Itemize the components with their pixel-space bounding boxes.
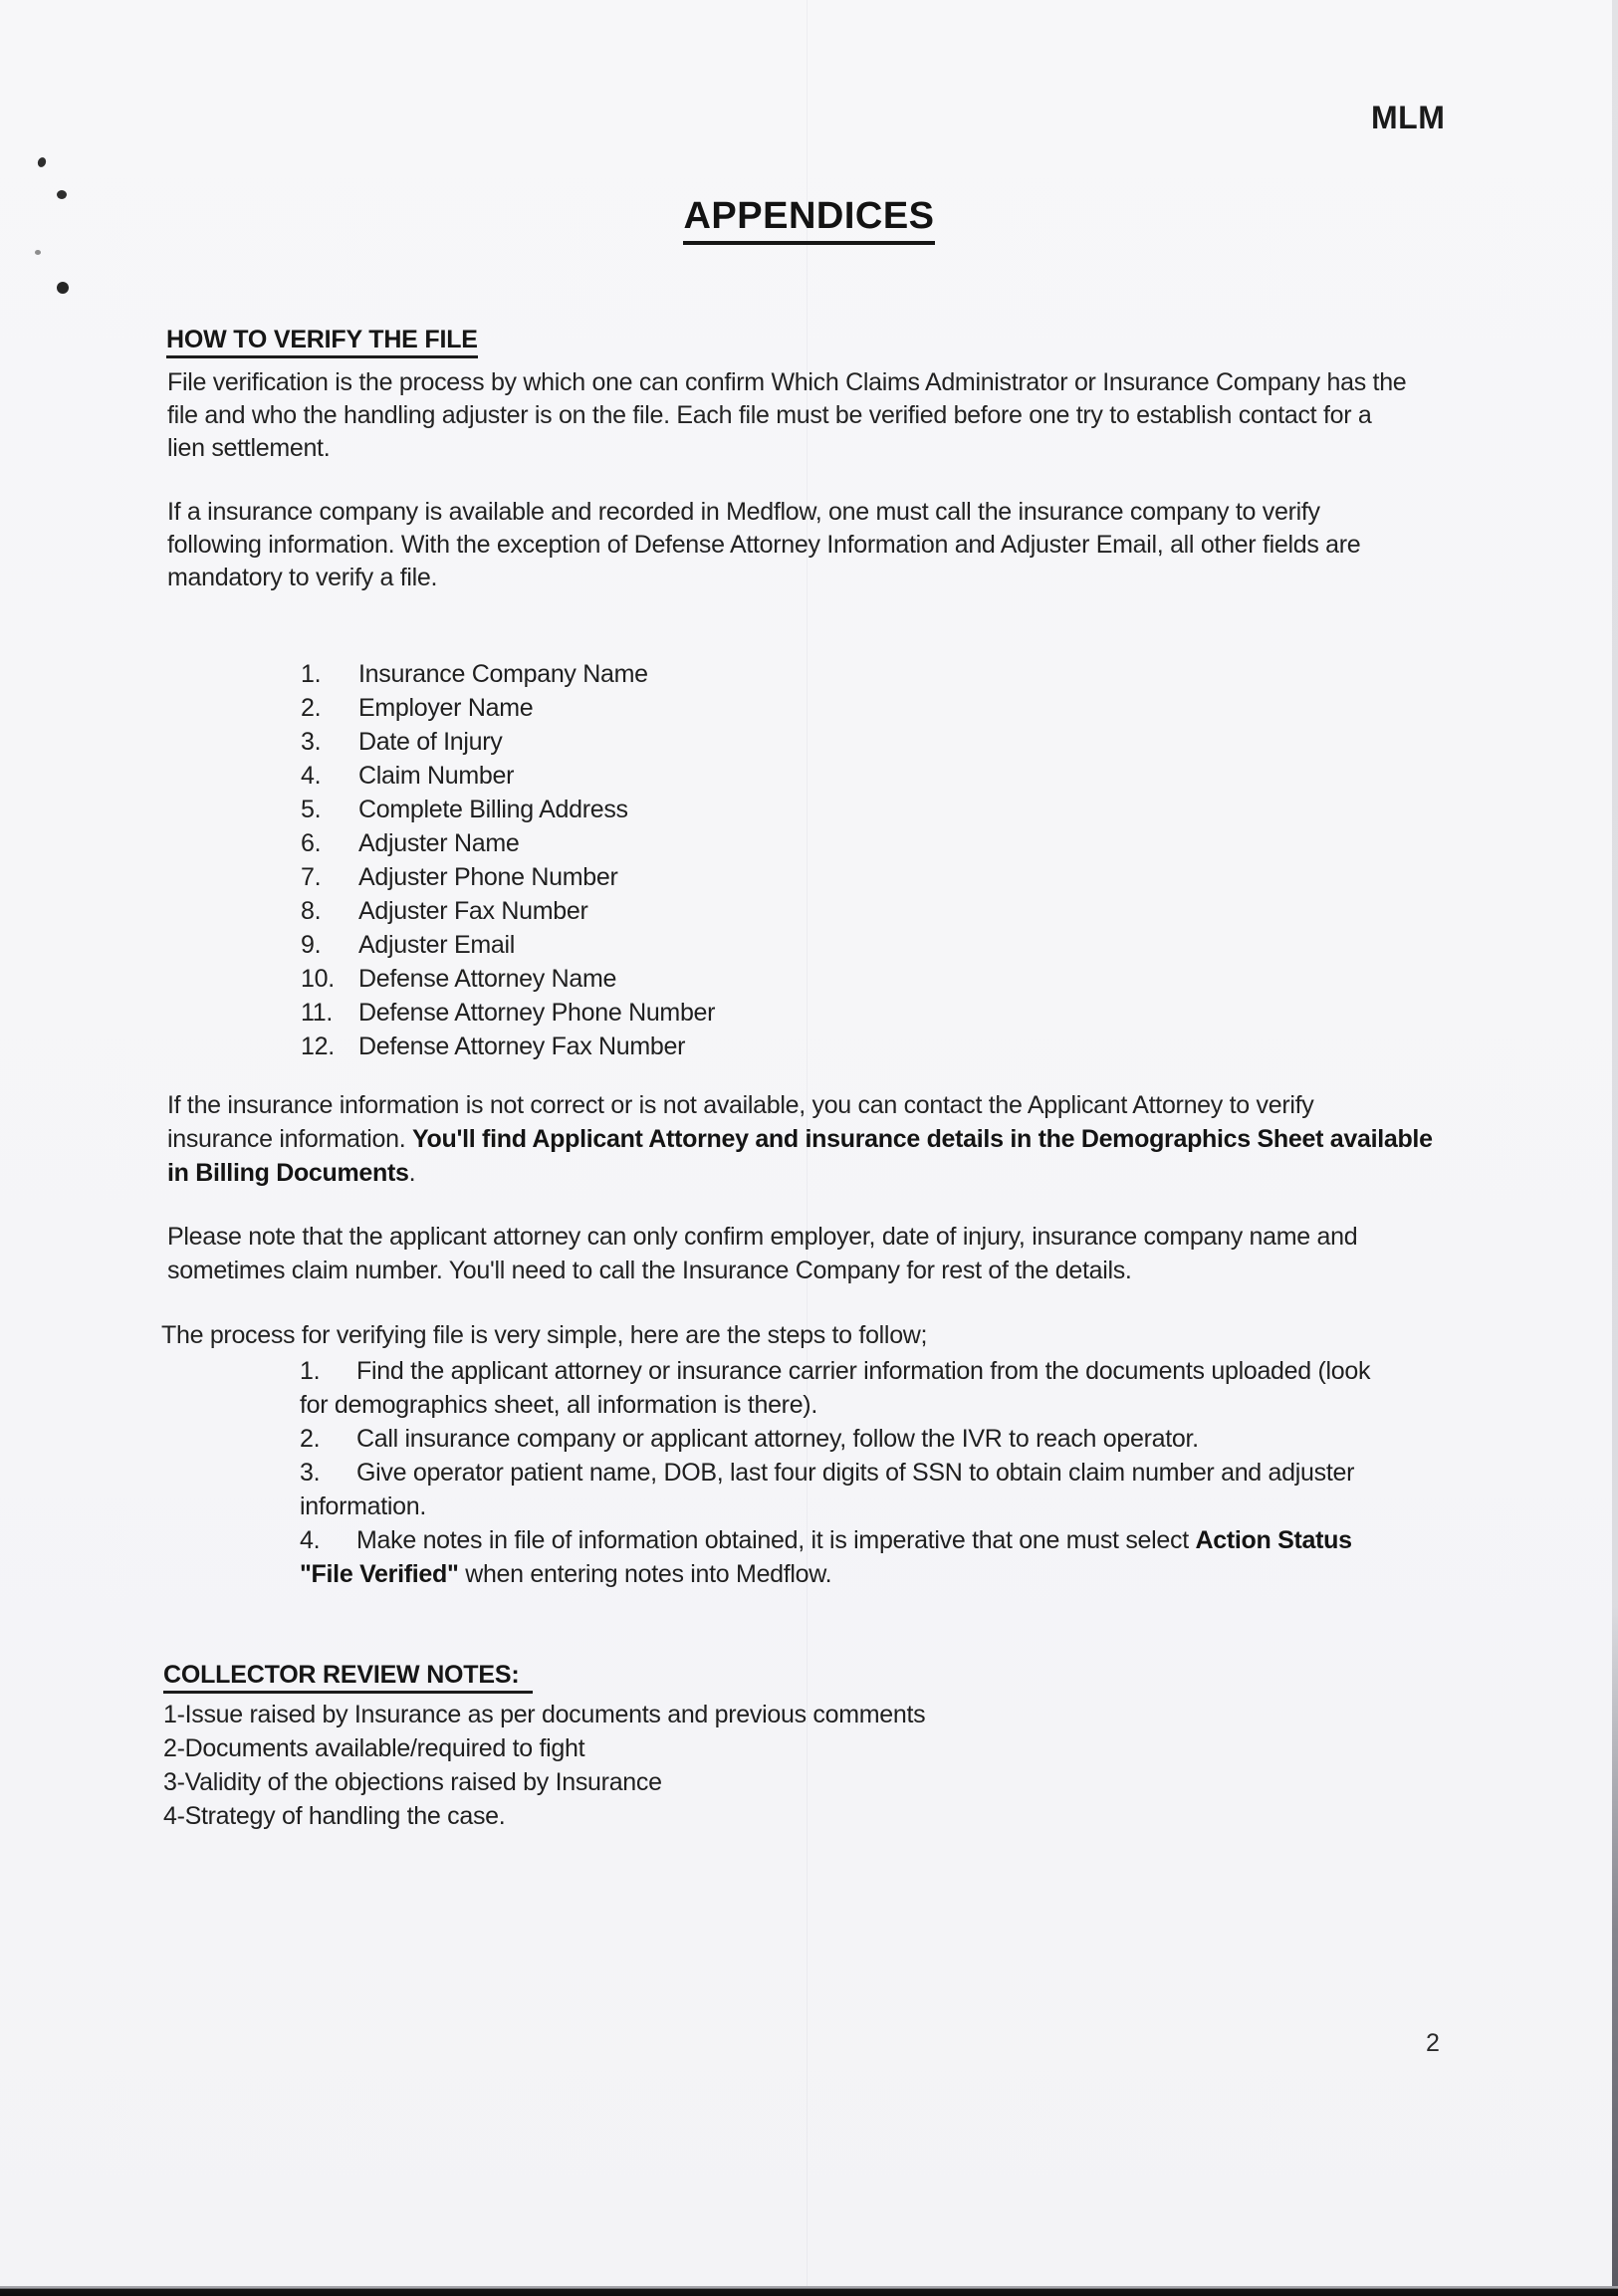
scan-edge-right [1612, 0, 1618, 2296]
list-item: 5. Complete Billing Address [301, 796, 628, 823]
list-item: 4. Claim Number [301, 762, 515, 790]
page-number: 2 [1426, 2029, 1440, 2057]
corner-mark: MLM [1371, 100, 1446, 135]
note-item: 2-Documents available/required to fight [163, 1734, 585, 1762]
list-item: 2. Employer Name [301, 694, 534, 722]
note-item: 4-Strategy of handling the case. [163, 1802, 506, 1830]
medflow-paragraph: If a insurance company is available and recorded in Medflow, one must call the insurance company to verify following information. With the exception of Defense Attorney Information and Adjuster Email, all other fields are mandatory to verify a file. [167, 498, 1361, 591]
collector-section-heading: COLLECTOR REVIEW NOTES: [163, 1661, 533, 1690]
verify-fields-list [301, 657, 715, 1063]
note-paragraph: Please note that the applicant attorney can only confirm employer, date of injury, insurance company name and sometimes claim number. You'll need to call the Insurance Company for rest of the details. [167, 1223, 1358, 1284]
verify-steps-list [300, 1354, 1370, 1591]
page-title: APPENDICES [683, 195, 934, 245]
attorney-paragraph: If the insurance information is not correct or is not available, you can contact the Applicant Attorney to verify insurance information. You'll find Applicant Attorney and insurance details in the Demographics Sheet available in Billing Documents. [167, 1091, 1433, 1187]
list-item: 10. Defense Attorney Name [301, 965, 617, 993]
ink-speck [57, 282, 69, 294]
list-item: 3. Date of Injury [301, 728, 503, 756]
ink-speck [35, 250, 41, 255]
list-item: 11. Defense Attorney Phone Number [301, 999, 716, 1027]
note-item: 1-Issue raised by Insurance as per documents and previous comments [163, 1701, 926, 1728]
list-item: 8. Adjuster Fax Number [301, 897, 588, 925]
collector-notes-list [163, 1698, 925, 1833]
list-item: 6. Adjuster Name [301, 829, 520, 857]
step-item: 1. Find the applicant attorney or insurance carrier information from the documents uploaded (look for demographics sheet, all information is there). [300, 1357, 1371, 1419]
list-item: 7. Adjuster Phone Number [301, 863, 618, 891]
step-item: 3. Give operator patient name, DOB, last four digits of SSN to obtain claim number and adjuster information. [300, 1459, 1355, 1520]
list-item: 9. Adjuster Email [301, 931, 515, 959]
title-row [0, 195, 1618, 245]
list-item: 12. Defense Attorney Fax Number [301, 1033, 686, 1060]
steps-intro: The process for verifying file is very simple, here are the steps to follow; [161, 1321, 928, 1349]
note-item: 3-Validity of the objections raised by Insurance [163, 1768, 662, 1796]
verify-intro-paragraph: File verification is the process by which one can confirm Which Claims Administrator or Insurance Company has the file and who the handling adjuster is on the file. Each file must be verified before one try to establish contact for a lien settlement. [167, 368, 1407, 462]
ink-speck [37, 156, 48, 168]
verify-section-heading: HOW TO VERIFY THE FILE [166, 326, 478, 354]
step-item: 2. Call insurance company or applicant attorney, follow the IVR to reach operator. [300, 1425, 1199, 1453]
step-item: 4. Make notes in file of information obtained, it is imperative that one must select Action Status "File Verified" when entering notes into Medflow. [300, 1526, 1352, 1588]
list-item: 1. Insurance Company Name [301, 660, 648, 688]
scan-edge-bottom [0, 2286, 1618, 2296]
